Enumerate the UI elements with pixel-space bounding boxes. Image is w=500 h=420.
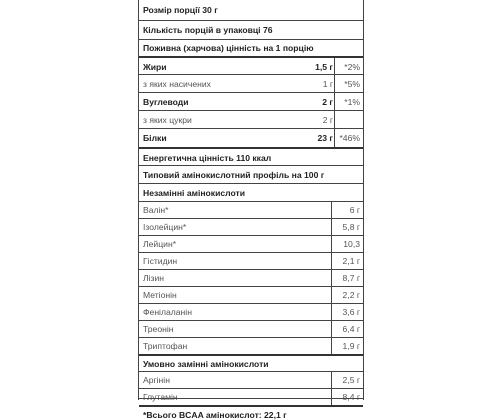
amino-name: Ізолейцин* bbox=[143, 222, 187, 232]
amino-value: 1,9 г bbox=[342, 341, 360, 351]
amino-row bbox=[139, 388, 363, 405]
energy-row bbox=[139, 147, 363, 165]
amino-name: Гістидин bbox=[143, 256, 178, 266]
amino-value: 2,5 г bbox=[342, 375, 360, 385]
amino-value: 6,4 г bbox=[342, 324, 360, 334]
amino-row bbox=[139, 218, 363, 235]
amino-name: Метіонін bbox=[143, 290, 177, 300]
amino-row bbox=[139, 371, 363, 388]
column-divider bbox=[334, 129, 335, 147]
amino-profile-title-row bbox=[139, 165, 363, 183]
amino-name: Аргінін bbox=[143, 375, 170, 385]
amino-name: Валін* bbox=[143, 205, 169, 215]
amino-value: 2,1 г bbox=[342, 256, 360, 266]
serving-size-text: Розмір порції 30 г bbox=[143, 5, 218, 15]
amino-row bbox=[139, 337, 363, 354]
amino-value: 10,3 bbox=[343, 239, 360, 249]
nutrient-value: 23 г bbox=[317, 133, 333, 143]
amino-row bbox=[139, 201, 363, 218]
bcaa-total-row bbox=[139, 405, 363, 420]
column-divider bbox=[331, 270, 332, 286]
nutrition-title-row bbox=[139, 39, 363, 56]
column-divider bbox=[334, 58, 335, 74]
conditional-title-row bbox=[139, 354, 363, 371]
nutrient-name: Вуглеводи bbox=[143, 97, 189, 107]
nutrient-row-fat bbox=[139, 56, 363, 74]
column-divider bbox=[331, 372, 332, 388]
nutrition-title-text: Поживна (харчова) цінність на 1 порцію bbox=[143, 43, 314, 53]
nutrient-value: 1,5 г bbox=[315, 62, 333, 72]
nutrient-daily-value: *5% bbox=[344, 79, 360, 89]
bcaa-total-text: *Всього BCAA амінокислот: 22,1 г bbox=[143, 410, 287, 420]
column-divider bbox=[331, 219, 332, 235]
column-divider bbox=[331, 253, 332, 269]
nutrient-name: з яких цукри bbox=[143, 115, 192, 125]
servings-per-pack-row bbox=[139, 20, 363, 39]
table-bottom-border bbox=[138, 398, 364, 399]
nutrient-daily-value: *2% bbox=[344, 62, 360, 72]
column-divider bbox=[334, 75, 335, 92]
nutrient-daily-value: *46% bbox=[339, 133, 360, 143]
amino-value: 6 г bbox=[349, 205, 360, 215]
column-divider bbox=[334, 111, 335, 128]
amino-name: Лейцин* bbox=[143, 239, 177, 249]
amino-profile-title: Типовий амінокислотний профіль на 100 г bbox=[143, 170, 325, 180]
amino-value: 8,7 г bbox=[342, 273, 360, 283]
energy-text: Енергетична цінність 110 ккал bbox=[143, 153, 272, 163]
column-divider bbox=[331, 338, 332, 354]
nutrition-facts-table bbox=[138, 0, 364, 420]
nutrient-row-carbs bbox=[139, 92, 363, 110]
nutrient-daily-value: *1% bbox=[344, 97, 360, 107]
nutrient-value: 2 г bbox=[322, 115, 333, 125]
nutrient-row-saturated bbox=[139, 74, 363, 92]
nutrient-name: Жири bbox=[143, 62, 167, 72]
nutrient-name: Білки bbox=[143, 133, 167, 143]
amino-row bbox=[139, 286, 363, 303]
amino-row bbox=[139, 320, 363, 337]
nutrient-value: 1 г bbox=[322, 79, 333, 89]
amino-row bbox=[139, 235, 363, 252]
amino-name: Лізин bbox=[143, 273, 165, 283]
column-divider bbox=[331, 389, 332, 405]
column-divider bbox=[331, 321, 332, 337]
amino-row bbox=[139, 303, 363, 320]
nutrient-row-sugars bbox=[139, 110, 363, 128]
conditional-title: Умовно замінні амінокислоти bbox=[143, 359, 269, 369]
amino-row bbox=[139, 269, 363, 286]
amino-name: Глутамін bbox=[143, 392, 178, 402]
amino-row bbox=[139, 252, 363, 269]
column-divider bbox=[331, 236, 332, 252]
column-divider bbox=[331, 304, 332, 320]
essential-title-row bbox=[139, 183, 363, 201]
amino-name: Триптофан bbox=[143, 341, 188, 351]
amino-value: 3,6 г bbox=[342, 307, 360, 317]
amino-name: Треонін bbox=[143, 324, 174, 334]
column-divider bbox=[331, 202, 332, 218]
amino-name: Фенілаланін bbox=[143, 307, 192, 317]
column-divider bbox=[331, 287, 332, 303]
column-divider bbox=[334, 93, 335, 110]
servings-per-pack-text: Кількість порцій в упаковці 76 bbox=[143, 25, 273, 35]
amino-value: 5,8 г bbox=[342, 222, 360, 232]
nutrient-name: з яких насичених bbox=[143, 79, 211, 89]
serving-size-row bbox=[139, 0, 363, 20]
amino-value: 2,2 г bbox=[342, 290, 360, 300]
amino-value: 8,4 г bbox=[342, 392, 360, 402]
essential-title: Незамінні амінокислоти bbox=[143, 188, 246, 198]
nutrient-row-protein bbox=[139, 128, 363, 147]
nutrient-value: 2 г bbox=[322, 97, 333, 107]
